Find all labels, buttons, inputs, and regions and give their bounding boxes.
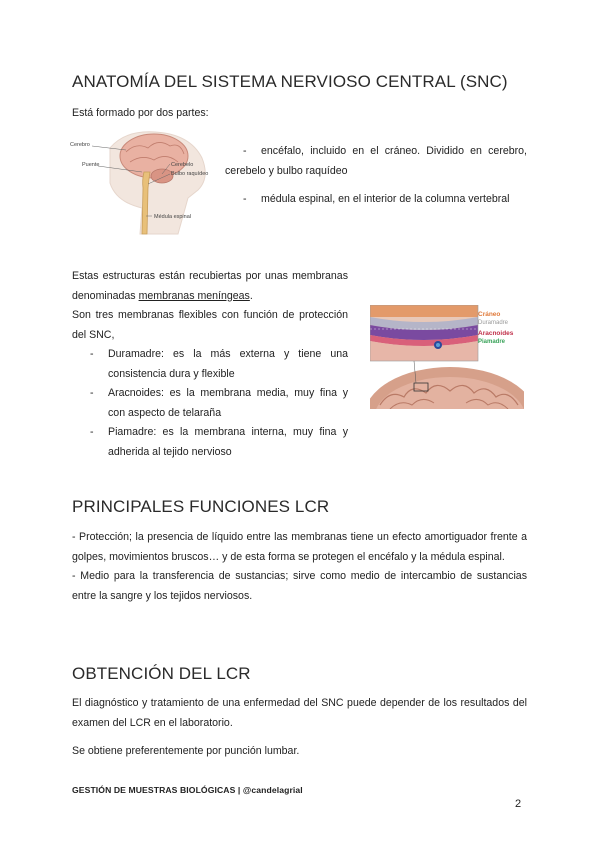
label-puente: Puente bbox=[82, 162, 100, 168]
label-medula: Médula espinal bbox=[154, 214, 191, 220]
footer-text: GESTIÓN DE MUESTRAS BIOLÓGICAS | @candelagrial bbox=[72, 785, 303, 795]
meninges-item-piamadre: - Piamadre: es la membrana interna, muy fina y adherida al tejido nervioso bbox=[90, 426, 348, 458]
craneo-layer bbox=[370, 305, 478, 317]
label-aracnoides: Aracnoides bbox=[478, 330, 514, 337]
label-bulbo: Bulbo raquídeo bbox=[171, 171, 209, 177]
meninges-list bbox=[72, 345, 348, 462]
obtencion-paragraph-2: Se obtiene preferentemente por punción lumbar. bbox=[72, 745, 300, 757]
meninges-paragraph-2: Son tres membranas flexibles con función de protección del SNC, bbox=[72, 309, 348, 341]
label-cerebro: Cerebro bbox=[70, 142, 90, 148]
meninges-paragraph-1: Estas estructuras están recubiertas por unas membranas denominadas membranas meníngeas. bbox=[72, 270, 348, 302]
part-medula: - médula espinal, en el interior de la columna vertebral bbox=[243, 193, 510, 205]
label-piamadre: Piamadre bbox=[478, 339, 506, 345]
page-number: 2 bbox=[515, 798, 522, 810]
meninges-term: membranas meníngeas bbox=[138, 289, 250, 302]
section-title-anatomia: ANATOMÍA DEL SISTEMA NERVIOSO CENTRAL (SNC) bbox=[72, 72, 508, 91]
funciones-block bbox=[72, 528, 527, 606]
cns-anatomy-figure bbox=[70, 128, 220, 236]
part-encefalo: - encéfalo, incluido en el cráneo. Dividido en cerebro, cerebelo y bulbo raquídeo bbox=[225, 145, 527, 177]
label-duramadre: Duramadre bbox=[478, 320, 509, 326]
part-encefalo-text: encéfalo, incluido en el cráneo. Dividido en cerebro, cerebelo y bulbo raquídeo bbox=[225, 145, 527, 177]
obtencion-paragraph-1: El diagnóstico y tratamiento de una enfermedad del SNC puede depender de los resultados del examen del LCR en el laboratorio. bbox=[72, 697, 527, 729]
section-title-obtencion: OBTENCIÓN DEL LCR bbox=[72, 664, 251, 683]
intro-text: Está formado por dos partes: bbox=[72, 107, 209, 119]
funcion-transferencia: - Medio para la transferencia de sustancias; sirve como medio de intercambio de sustancias entre la sangre y los tejidos nerviosos. bbox=[72, 570, 527, 602]
label-cerebelo: Cerebelo bbox=[171, 162, 194, 168]
meninges-block bbox=[72, 267, 348, 462]
meninges-figure bbox=[370, 305, 524, 409]
section-title-funciones: PRINCIPALES FUNCIONES LCR bbox=[72, 497, 330, 516]
part-medula-text: médula espinal, en el interior de la columna vertebral bbox=[261, 193, 510, 205]
meninges-item-aracnoides: - Aracnoides: es la membrana media, muy fina y con aspecto de telaraña bbox=[90, 387, 348, 419]
meninges-item-duramadre: - Duramadre: es la más externa y tiene una consistencia dura y flexible bbox=[90, 348, 348, 380]
funcion-proteccion: - Protección; la presencia de líquido entre las membranas tiene un efecto amortiguador frente a golpes, movimientos bruscos… y de esta forma se protegen el encéfalo y la médula espinal. bbox=[72, 531, 527, 563]
label-craneo: Cráneo bbox=[478, 311, 501, 318]
